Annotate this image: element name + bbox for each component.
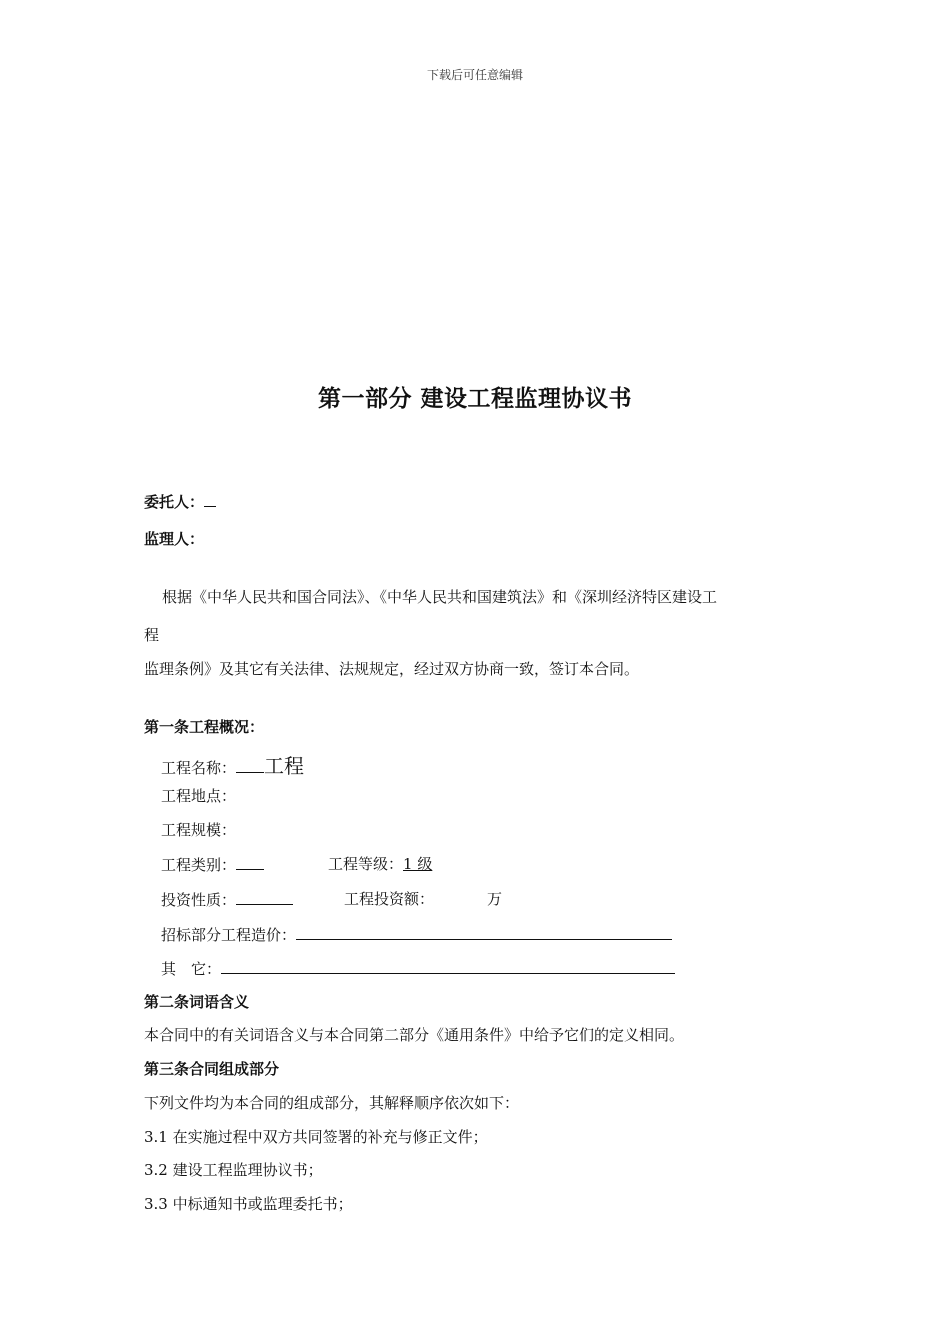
other-line (161, 957, 675, 979)
article1-heading: 第一条工程概况： (144, 718, 265, 736)
article3-intro: 下列文件均为本合同的组成部分，其解释顺序依次如下： (144, 1094, 520, 1112)
project-grade-value: 1 级 (403, 855, 433, 873)
project-category-blank (236, 853, 264, 870)
project-scale-label: 工程规模： (161, 821, 237, 839)
investment-unit: 万 (487, 890, 503, 908)
investment-nature-blank (236, 888, 293, 905)
project-location-label: 工程地点： (161, 787, 237, 805)
document-title: 第一部分 建设工程监理协议书 (317, 385, 632, 412)
investment-amount-label: 工程投资额： (344, 890, 435, 908)
project-grade-line (328, 853, 432, 874)
bid-cost-label: 招标部分工程造价： (161, 926, 297, 944)
investment-nature-line (161, 888, 293, 910)
project-name-label: 工程名称： (161, 759, 237, 777)
article3-item: 3.3 中标通知书或监理委托书； (144, 1195, 353, 1213)
bid-cost-line (161, 923, 672, 945)
article3-item: 3.1 在实施过程中双方共同签署的补充与修正文件； (144, 1128, 488, 1146)
supervisor-label: 监理人： (144, 530, 205, 548)
article2-heading: 第二条词语含义 (144, 993, 250, 1011)
bid-cost-blank (296, 923, 672, 940)
article2-text: 本合同中的有关词语含义与本合同第二部分《通用条件》中给予它们的定义相同。 (144, 1026, 685, 1044)
client-label: 委托人： (144, 493, 205, 511)
client-line (144, 490, 216, 512)
page-header: 下载后可任意编辑 (426, 68, 523, 82)
other-blank (221, 957, 675, 974)
investment-nature-label: 投资性质： (161, 891, 237, 909)
project-category-line (161, 853, 264, 875)
article3-item: 3.2 建设工程监理协议书； (144, 1161, 323, 1179)
other-label: 其 它： (161, 960, 222, 978)
preamble-line-1: 根据《中华人民共和国合同法》、《中华人民共和国建筑法》和《深圳经济特区建设工 (162, 588, 718, 606)
project-name-value: 工程 (264, 754, 305, 778)
project-category-label: 工程类别： (161, 856, 237, 874)
client-blank (204, 490, 216, 507)
preamble-line-3: 监理条例》及其它有关法律、法规规定，经过双方协商一致，签订本合同。 (144, 660, 640, 678)
project-name-blank (236, 756, 264, 773)
article3-heading: 第三条合同组成部分 (144, 1060, 280, 1078)
preamble-line-2: 程 (144, 626, 160, 644)
project-grade-label: 工程等级： (328, 855, 404, 873)
project-name-line (161, 750, 304, 779)
